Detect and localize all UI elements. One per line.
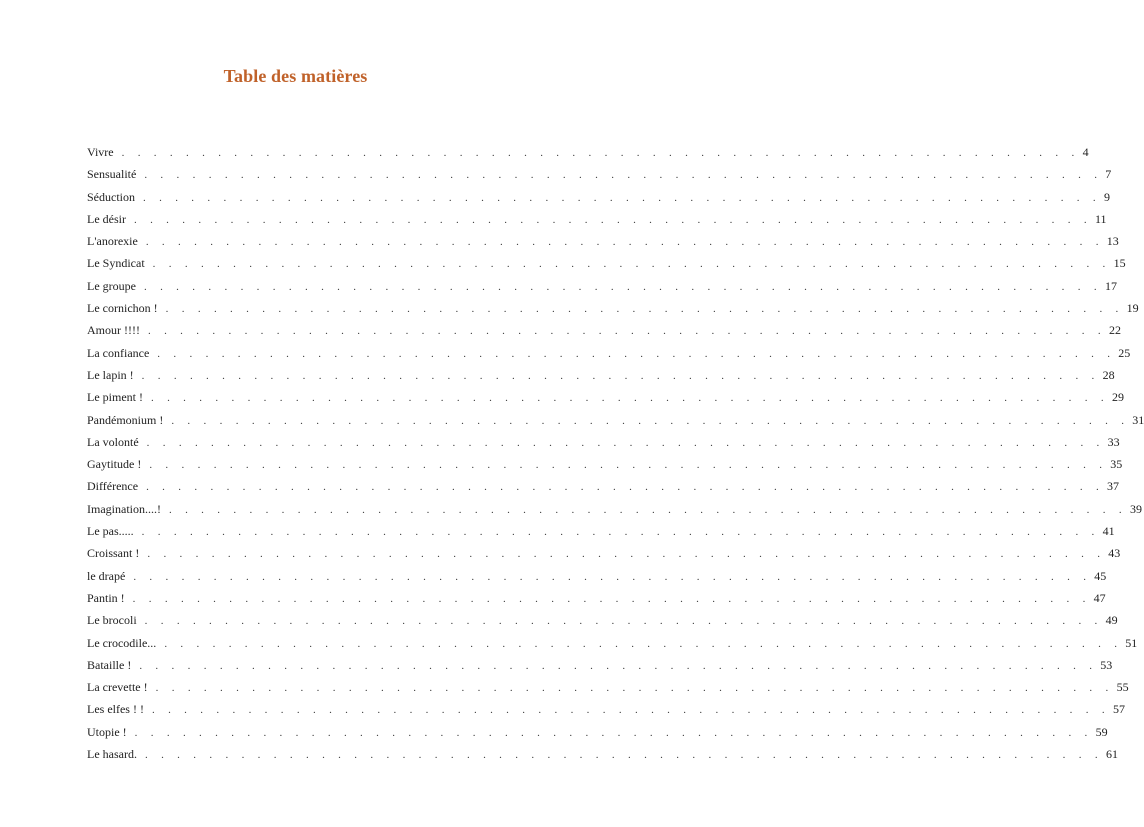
toc-dot-leader: . . . . . . . . . . . . . . . . . . . . . . . . . . . . . . . . . . . . . . . . . . . . . . . . . . . . . . . . . . . . — [147, 548, 1106, 561]
toc-entry-label: Gaytitude ! — [87, 457, 142, 472]
toc-dot-leader: . . . . . . . . . . . . . . . . . . . . . . . . . . . . . . . . . . . . . . . . . . . . . . . . . . . . . . . . . . . . — [152, 258, 1111, 271]
toc-dot-leader: . . . . . . . . . . . . . . . . . . . . . . . . . . . . . . . . . . . . . . . . . . . . . . . . . . . . . . . . . . . . — [144, 749, 1103, 762]
toc-dot-leader: . . . . . . . . . . . . . . . . . . . . . . . . . . . . . . . . . . . . . . . . . . . . . . . . . . . . . . . . . . . . — [143, 191, 1101, 204]
toc-entry-label: Amour !!!! — [87, 323, 140, 338]
toc-entry-page-number: 49 — [1105, 613, 1118, 628]
toc-entry-page-number: 55 — [1116, 680, 1129, 695]
toc-entry-label: Sensualité — [87, 167, 137, 182]
toc-entry-page-number: 15 — [1113, 256, 1126, 271]
toc-entry-page-number: 33 — [1107, 434, 1120, 449]
toc-dot-leader: . . . . . . . . . . . . . . . . . . . . . . . . . . . . . . . . . . . . . . . . . . . . . . . . . . . . . . . . . . . . — [145, 236, 1104, 249]
toc-entry[interactable] — [87, 702, 1125, 724]
toc-entry-page-number: 22 — [1108, 323, 1121, 338]
toc-dot-leader: . . . . . . . . . . . . . . . . . . . . . . . . . . . . . . . . . . . . . . . . . . . . . . . . . . . . . . . . . . . . — [155, 682, 1114, 695]
toc-entry-page-number: 19 — [1126, 301, 1139, 316]
toc-dot-leader: . . . . . . . . . . . . . . . . . . . . . . . . . . . . . . . . . . . . . . . . . . . . . . . . . . . . . . . . . . . . — [133, 570, 1092, 583]
toc-entry-page-number: 25 — [1118, 345, 1131, 360]
toc-entry[interactable] — [87, 189, 1110, 212]
toc-entry[interactable] — [87, 412, 1144, 435]
toc-entry[interactable] — [87, 457, 1123, 479]
toc-entry-label: le drapé — [87, 568, 126, 583]
toc-entry[interactable] — [87, 680, 1129, 702]
toc-entry[interactable] — [87, 345, 1131, 368]
toc-entry[interactable] — [87, 747, 1118, 769]
toc-dot-leader: . . . . . . . . . . . . . . . . . . . . . . . . . . . . . . . . . . . . . . . . . . . . . . . . . . . . . . . . . . . . — [121, 147, 1080, 159]
toc-entry-page-number: 59 — [1095, 724, 1108, 739]
toc-entry[interactable] — [87, 590, 1106, 613]
toc-entry-label: Les elfes ! ! — [87, 702, 144, 717]
toc-entry-page-number: 17 — [1104, 278, 1117, 293]
toc-dot-leader: . . . . . . . . . . . . . . . . . . . . . . . . . . . . . . . . . . . . . . . . . . . . . . . . . . . . . . . . . . . . — [139, 659, 1098, 672]
toc-entry-label: Le pas..... — [87, 524, 134, 539]
toc-dot-leader: . . . . . . . . . . . . . . . . . . . . . . . . . . . . . . . . . . . . . . . . . . . . . . . . . . . . . . . . . . . . — [151, 704, 1110, 717]
toc-entry[interactable] — [87, 546, 1121, 568]
toc-entry-label: Bataille ! — [87, 657, 132, 672]
toc-entry[interactable] — [87, 657, 1113, 680]
toc-dot-leader: . . . . . . . . . . . . . . . . . . . . . . . . . . . . . . . . . . . . . . . . . . . . . . . . . . . . . . . . . . . . — [157, 347, 1116, 360]
toc-entry[interactable] — [87, 323, 1121, 345]
toc-dot-leader: . . . . . . . . . . . . . . . . . . . . . . . . . . . . . . . . . . . . . . . . . . . . . . . . . . . . . . . . . . . . — [144, 169, 1103, 182]
toc-dot-leader: . . . . . . . . . . . . . . . . . . . . . . . . . . . . . . . . . . . . . . . . . . . . . . . . . . . . . . . . . . . . — [165, 303, 1124, 316]
toc-entry-label: Différence — [87, 479, 139, 494]
toc-entry[interactable] — [87, 390, 1124, 412]
toc-entry-page-number: 41 — [1102, 524, 1115, 539]
toc-entry-label: Le brocoli — [87, 613, 137, 628]
toc-entry[interactable] — [87, 301, 1139, 323]
toc-entry-label: Croissant ! — [87, 546, 140, 561]
toc-dot-leader: . . . . . . . . . . . . . . . . . . . . . . . . . . . . . . . . . . . . . . . . . . . . . . . . . . . . . . . . . . . . — [168, 503, 1127, 516]
toc-entry[interactable] — [87, 613, 1118, 635]
toc-entry[interactable] — [87, 724, 1108, 747]
toc-entry[interactable] — [87, 278, 1117, 301]
toc-entry-page-number: 29 — [1111, 390, 1124, 405]
toc-entry[interactable] — [87, 479, 1120, 501]
toc-entry[interactable] — [87, 524, 1115, 546]
toc-entry-page-number: 51 — [1125, 635, 1138, 650]
toc-entry-page-number: 28 — [1102, 367, 1115, 382]
toc-entry[interactable] — [87, 167, 1112, 189]
toc-entry[interactable] — [87, 568, 1107, 591]
toc-dot-leader: . . . . . . . . . . . . . . . . . . . . . . . . . . . . . . . . . . . . . . . . . . . . . . . . . . . . . . . . . . . . — [134, 726, 1093, 739]
toc-entry-page-number: 45 — [1094, 568, 1107, 583]
toc-entry-label: Vivre — [87, 145, 114, 159]
toc-dot-leader: . . . . . . . . . . . . . . . . . . . . . . . . . . . . . . . . . . . . . . . . . . . . . . . . . . . . . . . . . . . . — [146, 481, 1105, 494]
toc-entry-page-number: 47 — [1093, 590, 1106, 605]
toc-entry[interactable] — [87, 145, 1089, 167]
toc-entry-label: Le piment ! — [87, 390, 143, 405]
toc-entry-label: Le crocodile... — [87, 635, 157, 650]
toc-entry-label: Imagination....! — [87, 501, 161, 516]
toc-dot-leader: . . . . . . . . . . . . . . . . . . . . . . . . . . . . . . . . . . . . . . . . . . . . . . . . . . . . . . . . . . . . — [133, 213, 1092, 226]
toc-entry[interactable] — [87, 367, 1115, 390]
toc-entry-page-number: 13 — [1106, 234, 1119, 249]
toc-entry-page-number: 61 — [1105, 747, 1118, 762]
toc-entry[interactable] — [87, 501, 1142, 524]
toc-entry-page-number: 39 — [1129, 501, 1142, 516]
toc-entry-label: Le groupe — [87, 278, 136, 293]
toc-entry-page-number: 35 — [1110, 457, 1123, 472]
toc-dot-leader: . . . . . . . . . . . . . . . . . . . . . . . . . . . . . . . . . . . . . . . . . . . . . . . . . . . . . . . . . . . . — [144, 615, 1103, 628]
toc-entry-label: Le hasard. — [87, 747, 137, 762]
toc-entry-label: Séduction — [87, 189, 135, 204]
toc-entry-label: Utopie ! — [87, 724, 127, 739]
toc-entry-label: Le désir — [87, 211, 126, 226]
toc-entry-label: Le cornichon ! — [87, 301, 158, 316]
toc-entry-label: L'anorexie — [87, 234, 138, 249]
toc-entry-page-number: 11 — [1094, 211, 1107, 226]
toc-entry-label: Le lapin ! — [87, 367, 134, 382]
toc-dot-leader: . . . . . . . . . . . . . . . . . . . . . . . . . . . . . . . . . . . . . . . . . . . . . . . . . . . . . . . . . . . . — [150, 392, 1109, 405]
toc-entry-label: La confiance — [87, 345, 150, 360]
toc-entry-label: La volonté — [87, 434, 139, 449]
toc-entry[interactable] — [87, 211, 1107, 234]
toc-entry-label: Pantin ! — [87, 590, 125, 605]
toc-entry[interactable] — [87, 635, 1138, 658]
toc-entry-page-number: 37 — [1107, 479, 1120, 494]
toc-dot-leader: . . . . . . . . . . . . . . . . . . . . . . . . . . . . . . . . . . . . . . . . . . . . . . . . . . . . . . . . . . . . — [164, 637, 1123, 650]
toc-dot-leader: . . . . . . . . . . . . . . . . . . . . . . . . . . . . . . . . . . . . . . . . . . . . . . . . . . . . . . . . . . . . — [149, 459, 1108, 472]
toc-entry[interactable] — [87, 234, 1119, 256]
toc-entry-label: Le Syndicat — [87, 256, 145, 271]
toc-dot-leader: . . . . . . . . . . . . . . . . . . . . . . . . . . . . . . . . . . . . . . . . . . . . . . . . . . . . . . . . . . . . — [146, 436, 1105, 449]
toc-dot-leader: . . . . . . . . . . . . . . . . . . . . . . . . . . . . . . . . . . . . . . . . . . . . . . . . . . . . . . . . . . . . — [171, 414, 1130, 427]
toc-entry-label: Pandémonium ! — [87, 412, 164, 427]
toc-entry-page-number: 31 — [1132, 412, 1144, 427]
toc-dot-leader: . . . . . . . . . . . . . . . . . . . . . . . . . . . . . . . . . . . . . . . . . . . . . . . . . . . . . . . . . . . . — [141, 526, 1100, 539]
table-of-contents — [87, 145, 1144, 769]
page-title: Table des matières — [223, 66, 368, 86]
toc-dot-leader: . . . . . . . . . . . . . . . . . . . . . . . . . . . . . . . . . . . . . . . . . . . . . . . . . . . . . . . . . . . . — [141, 369, 1100, 382]
toc-entry-page-number: 9 — [1103, 189, 1110, 204]
toc-dot-leader: . . . . . . . . . . . . . . . . . . . . . . . . . . . . . . . . . . . . . . . . . . . . . . . . . . . . . . . . . . . . — [147, 325, 1106, 338]
toc-entry-page-number: 57 — [1112, 702, 1125, 717]
toc-entry[interactable] — [87, 256, 1126, 278]
toc-entry-page-number: 4 — [1082, 145, 1089, 159]
toc-entry-page-number: 7 — [1105, 167, 1112, 182]
toc-dot-leader: . . . . . . . . . . . . . . . . . . . . . . . . . . . . . . . . . . . . . . . . . . . . . . . . . . . . . . . . . . . . — [143, 280, 1102, 293]
toc-entry-label: La crevette ! — [87, 680, 148, 695]
toc-entry-page-number: 43 — [1108, 546, 1121, 561]
toc-entry[interactable] — [87, 434, 1120, 457]
toc-entry-page-number: 53 — [1100, 657, 1113, 672]
toc-dot-leader: . . . . . . . . . . . . . . . . . . . . . . . . . . . . . . . . . . . . . . . . . . . . . . . . . . . . . . . . . . . . — [132, 592, 1091, 605]
